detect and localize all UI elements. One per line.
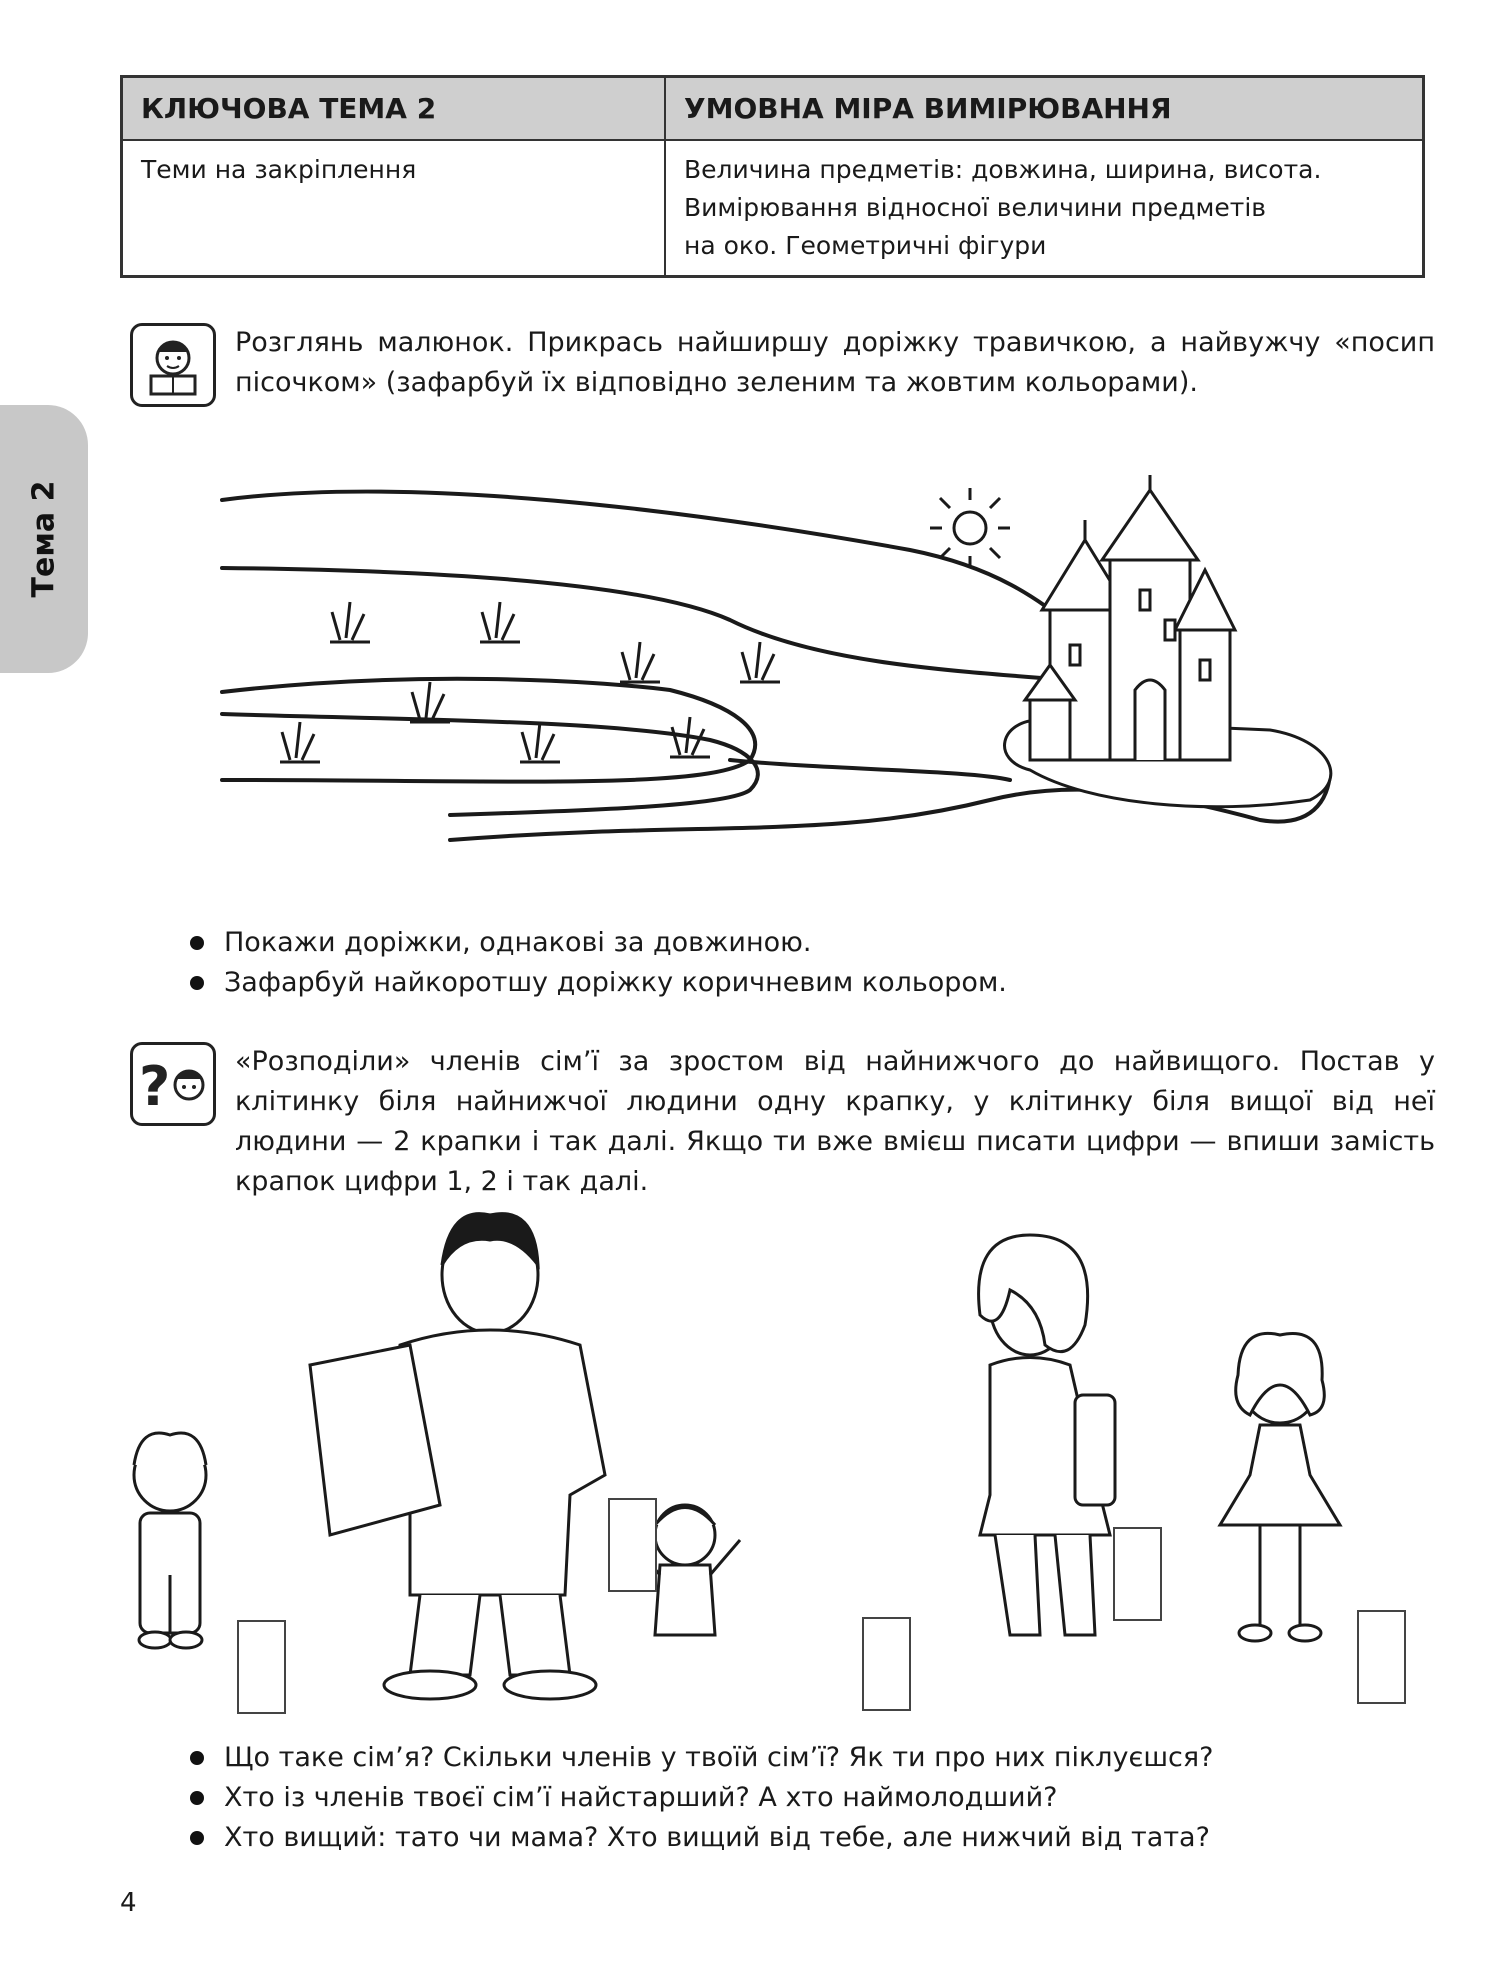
- bullet-dot: [190, 976, 204, 990]
- father-figure: [310, 1214, 605, 1699]
- path-line: [730, 760, 1010, 780]
- topic-header-right: УМОВНА МІРА ВИМІРЮВАННЯ: [665, 77, 1424, 141]
- path-line: [222, 679, 755, 782]
- bullet-dot: [190, 1831, 204, 1845]
- paths-castle-illustration: [210, 470, 1350, 870]
- list-item: [190, 923, 1007, 963]
- topic-row-right-line: Величина предметів: довжина, ширина, висота.: [684, 155, 1322, 184]
- question-child-icon: [130, 1042, 216, 1126]
- topic-row-right-line: Вимірювання відносної величини предметів: [684, 193, 1266, 222]
- page-number: 4: [120, 1888, 137, 1918]
- task-1: [130, 323, 1435, 403]
- reading-child-icon: [130, 323, 216, 407]
- question-text: Що таке сім’я? Скільки членів у твоїй сім’ї? Як ти про них піклуєшся?: [224, 1742, 1214, 1773]
- topic-row-right: [665, 140, 1424, 277]
- question-text: Хто із членів твоєї сім’ї найстарший? А хто наймолодший?: [224, 1782, 1058, 1813]
- question-text: Хто вищий: тато чи мама? Хто вищий від тебе, але нижчий від тата?: [224, 1822, 1210, 1853]
- list-item: [190, 1778, 1213, 1818]
- answer-box-father[interactable]: [608, 1498, 657, 1592]
- answer-box-boy[interactable]: [237, 1620, 286, 1714]
- topic-table-header-row: [122, 77, 1424, 141]
- task-2-text: «Розподіли» членів сім’ї за зростом від найнижчого до найвищого. Постав у клітинку біля найнижчої людини одну крапку, у клітинку біля вищої від неї людини — 2 крапки і так далі. Якщо ти вже вмієш писати цифри — впиши замість крапок цифри 1, 2 і так далі.: [235, 1046, 1435, 1197]
- family-illustration: [110, 1195, 1370, 1715]
- list-item: [190, 1818, 1213, 1858]
- questions-list: [190, 1738, 1213, 1858]
- answer-box-baby[interactable]: [862, 1617, 911, 1711]
- answer-box-girl[interactable]: [1357, 1610, 1406, 1704]
- bullet-dot: [190, 1751, 204, 1765]
- side-tab-theme: [0, 405, 88, 673]
- task-1-text: Розглянь малюнок. Прикрась найширшу доріжку травичкою, а найвужчу «посип пісочком» (зафарбуй їх відповідно зеленим та жовтим кольорами).: [235, 327, 1435, 398]
- side-tab-label: Тема 2: [26, 480, 62, 598]
- question-mark-glyph: ?: [139, 1055, 171, 1118]
- task-1-bullets: [190, 923, 1007, 1003]
- bullet-dot: [190, 936, 204, 950]
- topic-header-left: КЛЮЧОВА ТЕМА 2: [122, 77, 666, 141]
- bullet-dot: [190, 1791, 204, 1805]
- list-item: [190, 963, 1007, 1003]
- boy-figure: [134, 1433, 206, 1648]
- topic-row-left: Теми на закріплення: [122, 140, 666, 277]
- topic-table-body-row: [122, 140, 1424, 277]
- answer-box-mother[interactable]: [1113, 1527, 1162, 1621]
- castle-icon: [1005, 475, 1331, 807]
- mother-figure: [979, 1235, 1115, 1635]
- task-2: [130, 1042, 1435, 1202]
- topic-table: [120, 75, 1425, 278]
- sun-icon: [930, 488, 1010, 568]
- bullet-text: Покажи доріжки, однакові за довжиною.: [224, 927, 812, 958]
- topic-row-right-line: на око. Геометричні фігури: [684, 231, 1047, 260]
- list-item: [190, 1738, 1213, 1778]
- path-line: [222, 568, 1070, 680]
- bullet-text: Зафарбуй найкоротшу доріжку коричневим кольором.: [224, 967, 1007, 998]
- path-line: [222, 714, 758, 815]
- girl-figure: [1220, 1333, 1340, 1641]
